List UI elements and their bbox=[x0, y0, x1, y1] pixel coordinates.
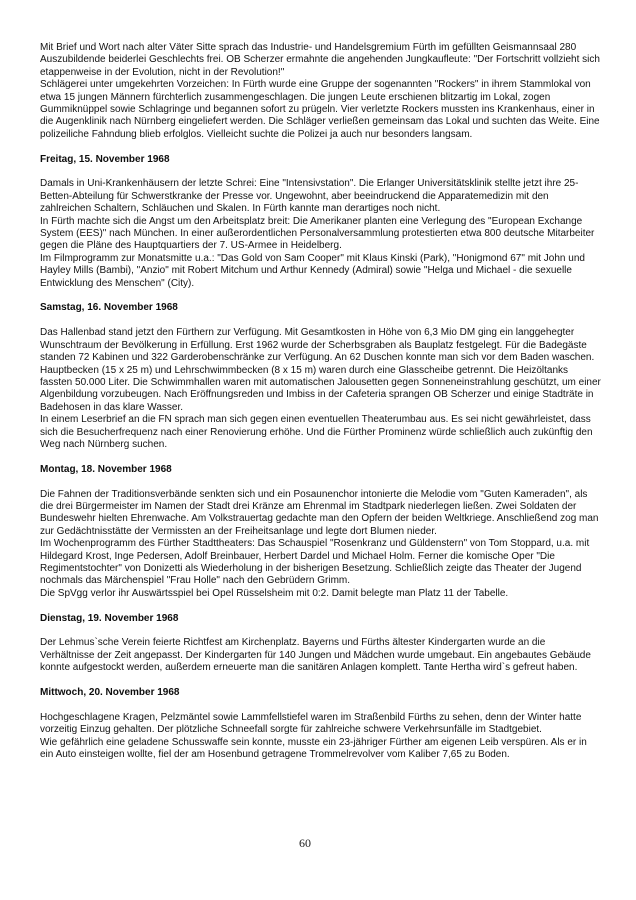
body-paragraph: Mit Brief und Wort nach alter Väter Sitte sprach das Industrie- und Handelsgremium Fürth im gefüllten Geismannsaal 280 Auszubildende beiderlei Geschlechts frei. OB Scherzer ermahnte die angehenden Jungkaufleute: "Der Fortschritt vollzieht sich etappenweise in der Evolution, nicht in der Revolution!" bbox=[40, 42, 600, 78]
body-paragraph: Die SpVgg verlor ihr Auswärtsspiel bei Opel Rüsselsheim mit 0:2. Damit belegte man Platz 11 der Tabelle. bbox=[40, 587, 509, 599]
section-heading: Freitag, 15. November 1968 bbox=[40, 153, 170, 165]
body-paragraph: In einem Leserbrief an die FN sprach man sich gegen einen eventuellen Theaterumbau aus. Es sei nicht gewährleistet, dass sich die Besucherfrequenz nach einer Renovierung erhöhe. Und die Fürther Prominenz würde schließlich auch zukünftig den Weg nach Nürnberg suchen. bbox=[40, 414, 593, 450]
body-paragraph: Damals in Uni-Krankenhäusern der letzte Schrei: Eine "Intensivstation". Die Erlanger Universitätsklinik stellte jetzt ihre 25-Betten-Abteilung für Schwerstkranke der Presse vor. Ungewohnt, aber beeindruckend die Apparatemedizin mit den zahlreichen Schaltern, Schläuchen und Skalen. In Fürth kannte man derartiges noch nicht. bbox=[40, 178, 579, 215]
text-column bbox=[40, 42, 601, 761]
section-heading: Mittwoch, 20. November 1968 bbox=[40, 686, 180, 698]
body-paragraph: Im Filmprogramm zur Monatsmitte u.a.: "Das Gold von Sam Cooper" mit Klaus Kinski (Park), "Honigmond 67" mit John und Hayley Mills (Bambi), "Anzio" mit Robert Mitchum und Arthur Kennedy (Admiral) sowie "Helga und Michael - die sexuelle Entwicklung des Menschen" (City). bbox=[40, 252, 585, 289]
body-paragraph: Schlägerei unter umgekehrten Vorzeichen: In Fürth wurde eine Gruppe der sogenannten "Rockers" in ihrem Stammlokal von etwa 15 jungen Männern fürchterlich zusammengeschlagen. Die jungen Leute erschienen blitzartig im Lokal, zogen Gummiknüppel sowie Schlagringe und begannen sofort zu prügeln. Vier verletzte Rockers mussten ins Krankenhaus, einer in die Augenklinik nach Nürnberg eingeliefert werden. Die Schläger verließen gemeinsam das Lokal und suchten das Weite. Eine polizeiliche Fahndung blieb erfolglos. Vielleicht suchte die Polizei ja auch nur besonders langsam. bbox=[40, 79, 600, 140]
body-paragraph: Der Lehmus`sche Verein feierte Richtfest am Kirchenplatz. Bayerns und Fürths ältester Kindergarten wurde an die Verhältnisse der Zeit angepasst. Der Kindergarten für 140 Jungen und Mädchen wurde umgebaut. Ein angebautes Gebäude konnte aufgestockt werden, außerdem erneuerte man die sanitären Anlagen komplett. Tante Hertha wird`s gefreut haben. bbox=[40, 637, 591, 674]
body-paragraph: Hochgeschlagene Kragen, Pelzmäntel sowie Lammfellstiefel waren im Straßenbild Fürths zu sehen, denn der Winter hatte vorzeitig Einzug gehalten. Der plötzliche Schneefall sorgte für zahlreiche schwere Verkehrsunfälle im Stadtgebiet. bbox=[40, 711, 582, 736]
body-paragraph: Die Fahnen der Traditionsverbände senkten sich und ein Posaunenchor intonierte die Melodie vom "Guten Kameraden", als die drei Bürgermeister im Namen der Stadt drei Kränze am Ehrenmal im Stadtpark niederlegen ließen. Zwei Soldaten der Bundeswehr hielten Ehrenwache. Am Volkstrauertag gedachte man den Opfern der beiden Weltkriege. Anschließend zog man zur Gedächtnisstätte der Vermissten an der Freiheitsanlage und legte dort Blumen nieder. bbox=[40, 488, 599, 537]
body-paragraph: Das Hallenbad stand jetzt den Fürthern zur Verfügung. Mit Gesamtkosten in Höhe von 6,3 Mio DM ging ein langgehegter Wunschtraum der Bevölkerung in Erfüllung. Erst 1962 wurde der Scherbsgraben als Bauplatz festgelegt. Für die Badegäste standen 72 Kabinen und 322 Garderobenschränke zur Verfügung. An 62 Duschen konnte man sich vor dem Baden waschen. Hauptbecken (15 x 25 m) und Lehrschwimmbecken (8 x 15 m) waren durch eine Glasscheibe getrennt. Die Heizöltanks fassten 50.000 Liter. Die Schwimmhallen waren mit automatischen Jalousetten gegen Sonneneinstrahlung geschützt, um einer Algenbildung vorzubeugen. Nach Eröffnungsreden und Imbiss in der Cafeteria sprangen OB Scherzer und einige Stadträte in Badehosen in das klare Wasser. bbox=[40, 327, 601, 413]
body-paragraph: In Fürth machte sich die Angst um den Arbeitsplatz breit: Die Amerikaner planten eine Verlegung des "European Exchange System (EES)" nach München. In einer außerordentlichen Personalversammlung protestierten etwa 800 deutsche Mitarbeiter gegen die Pläne des Hauptquartiers der 7. US-Armee in Heidelberg. bbox=[40, 215, 595, 252]
body-paragraph: Im Wochenprogramm des Fürther Stadttheaters: Das Schauspiel "Rosenkranz und Güldenstern" von Tom Stoppard, u.a. mit Hildegard Krost, Inge Pedersen, Adolf Breinbauer, Herbert Dardel und Michael Holm. Ferner die komische Oper "Die Regimentstochter" von Donizetti als Wiederholung in der bisherigen Besetzung. Schließlich zeigte das Theater der Jugend nochmals das Märchenspiel "Frau Holle" nach den Gebrüdern Grimm. bbox=[40, 538, 590, 587]
body-paragraph: Wie gefährlich eine geladene Schusswaffe sein konnte, musste ein 23-jähriger Fürther am eigenen Leib verspüren. Als er in ein Auto einsteigen wollte, fiel der am Hosenbund getragene Trommelrevolver vom Kaliber 7,65 zu Boden. bbox=[40, 736, 587, 760]
section-heading: Samstag, 16. November 1968 bbox=[40, 302, 178, 314]
page-number: 60 bbox=[299, 836, 311, 850]
section-heading: Montag, 18. November 1968 bbox=[40, 463, 172, 475]
section-heading: Dienstag, 19. November 1968 bbox=[40, 612, 179, 624]
